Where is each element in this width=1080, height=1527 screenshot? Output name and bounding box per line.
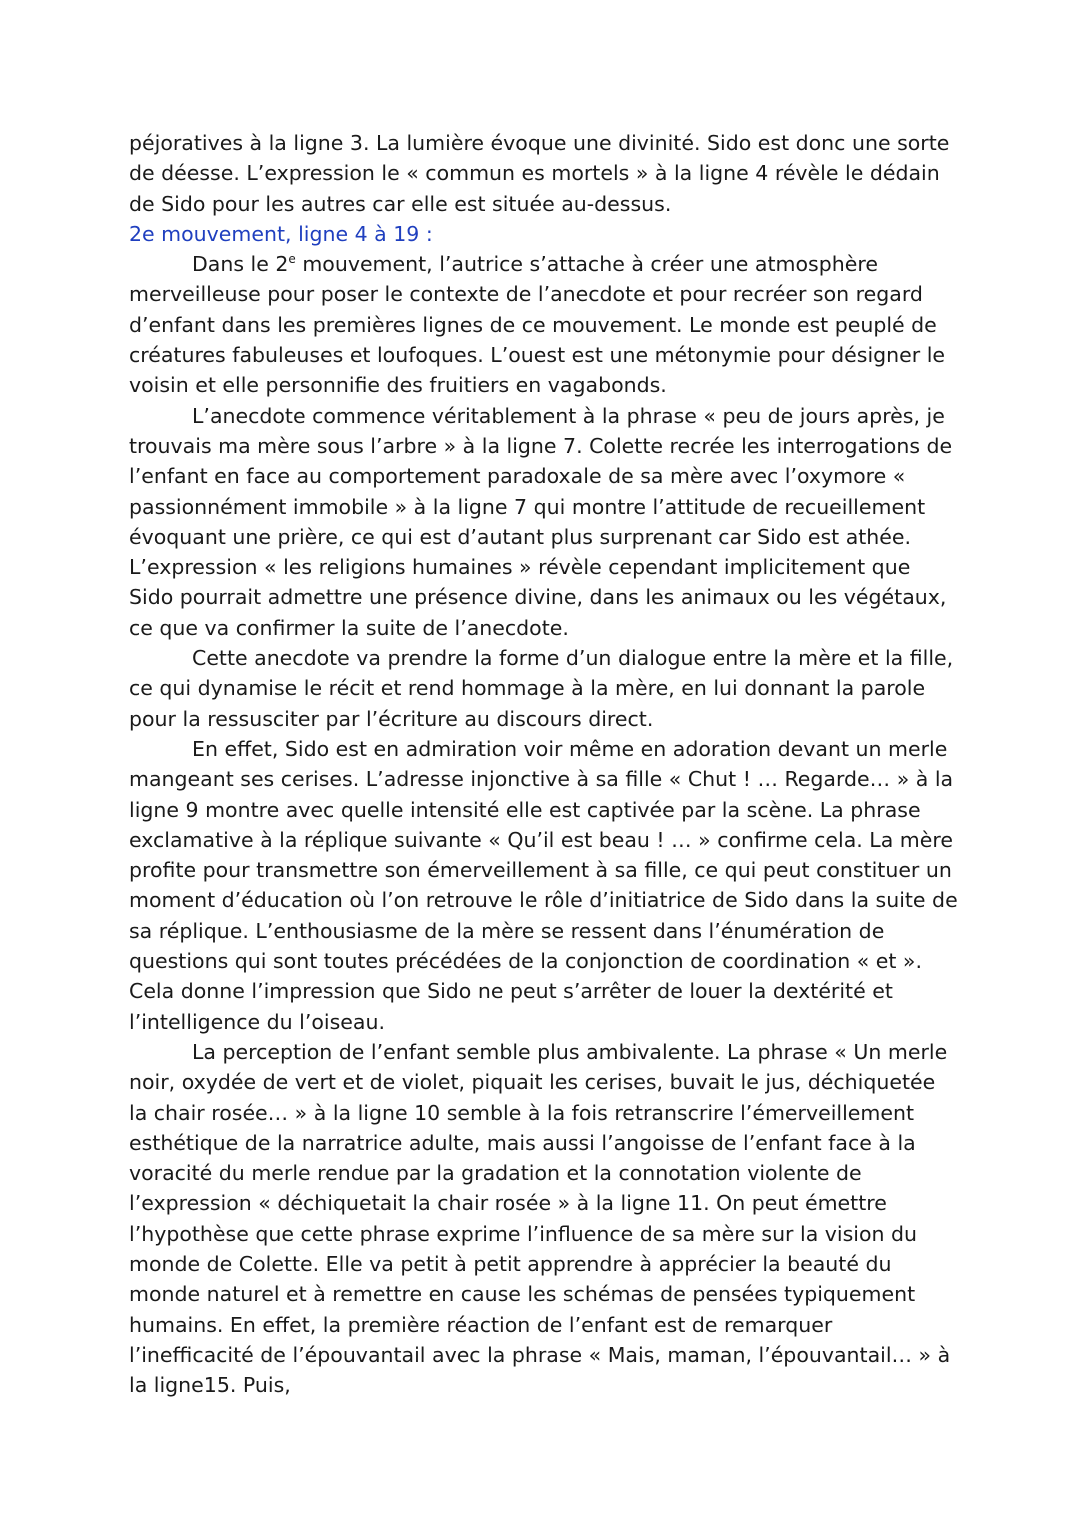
paragraph-3: Cette anecdote va prendre la forme d’un dialogue entre la mère et la fille, ce qui dynamise le récit et rend hommage à la mère, en lui donnant la parole pour la ressusciter par l’écriture au discours direct. — [129, 646, 954, 731]
paragraph-2: L’anecdote commence véritablement à la phrase « peu de jours après, je trouvais ma mère sous l’arbre » à la ligne 7. Colette recrée les interrogations de l’enfant en face au comportement paradoxale de sa mère avec l’oxymore « passionnément immobile » à la ligne 7 qui montre l’attitude de recueillement évoquant une prière, ce qui est d’autant plus surprenant car Sido est athée. L’expression « les religions humaines » révèle cependant implicitement que Sido pourrait admettre une présence divine, dans les animaux ou les végétaux, ce que va confirmer la suite de l’anecdote. — [129, 403, 953, 640]
paragraph-1 — [129, 249, 959, 400]
paragraph-5: La perception de l’enfant semble plus ambivalente. La phrase « Un merle noir, oxydée de vert et de violet, piquait les cerises, buvait le jus, déchiquetée la chair rosée… » à la ligne 10 semble à la fois retranscrire l’émerveillement esthétique de la narratrice adulte, mais aussi l’angoisse de l’enfant face à la voracité du merle rendue par la gradation et la connotation violente de l’expression « déchiquetait la chair rosée » à la ligne 11. On peut émettre l’hypothèse que cette phrase exprime l’influence de sa mère sur la vision du monde de Colette. Elle va petit à petit apprendre à apprécier la beauté du monde naturel et à remettre en cause les schémas de pensées typiquement humains. En effet, la première réaction de l’enfant est de remarquer l’inefficacité de l’épouvantail avec la phrase « Mais, maman, l’épouvantail… » à la ligne15. Puis, — [129, 1039, 951, 1398]
document-page — [129, 128, 959, 1400]
paragraph-1-rest: mouvement, l’autrice s’attache à créer une atmosphère merveilleuse pour poser le contexte de l’anecdote et pour recréer son regard d’enfant dans les premières lignes de ce mouvement. Le monde est peuplé de créatures fabuleuses et loufoques. L’ouest est une métonymie pour désigner le voisin et elle personnifie des fruitiers en vagabonds. — [129, 252, 946, 398]
ordinal-superscript: e — [288, 252, 296, 267]
paragraph-1-start: Dans le 2 — [192, 252, 289, 277]
intro-paragraph: péjoratives à la ligne 3. La lumière évoque une divinité. Sido est donc une sorte de déesse. L’expression le « commun es mortels » à la ligne 4 révèle le dédain de Sido pour les autres car elle est située au-dessus. — [129, 131, 950, 216]
paragraph-4: En effet, Sido est en admiration voir même en adoration devant un merle mangeant ses cerises. L’adresse injonctive à sa fille « Chut ! … Regarde… » à la ligne 9 montre avec quelle intensité elle est captivée par la scène. La phrase exclamative à la réplique suivante « Qu’il est beau ! … » confirme cela. La mère profite pour transmettre son émerveillement à sa fille, ce qui peut constituer un moment d’éducation où l’on retrouve le rôle d’initiatrice de Sido dans la suite de sa réplique. L’enthousiasme de la mère se ressent dans l’énumération de questions qui sont toutes précédées de la conjonction de coordination « et ». Cela donne l’impression que Sido ne peut s’arrêter de louer la dextérité et l’intelligence du l’oiseau. — [129, 736, 958, 1034]
section-heading: 2e mouvement, ligne 4 à 19 : — [129, 221, 433, 246]
